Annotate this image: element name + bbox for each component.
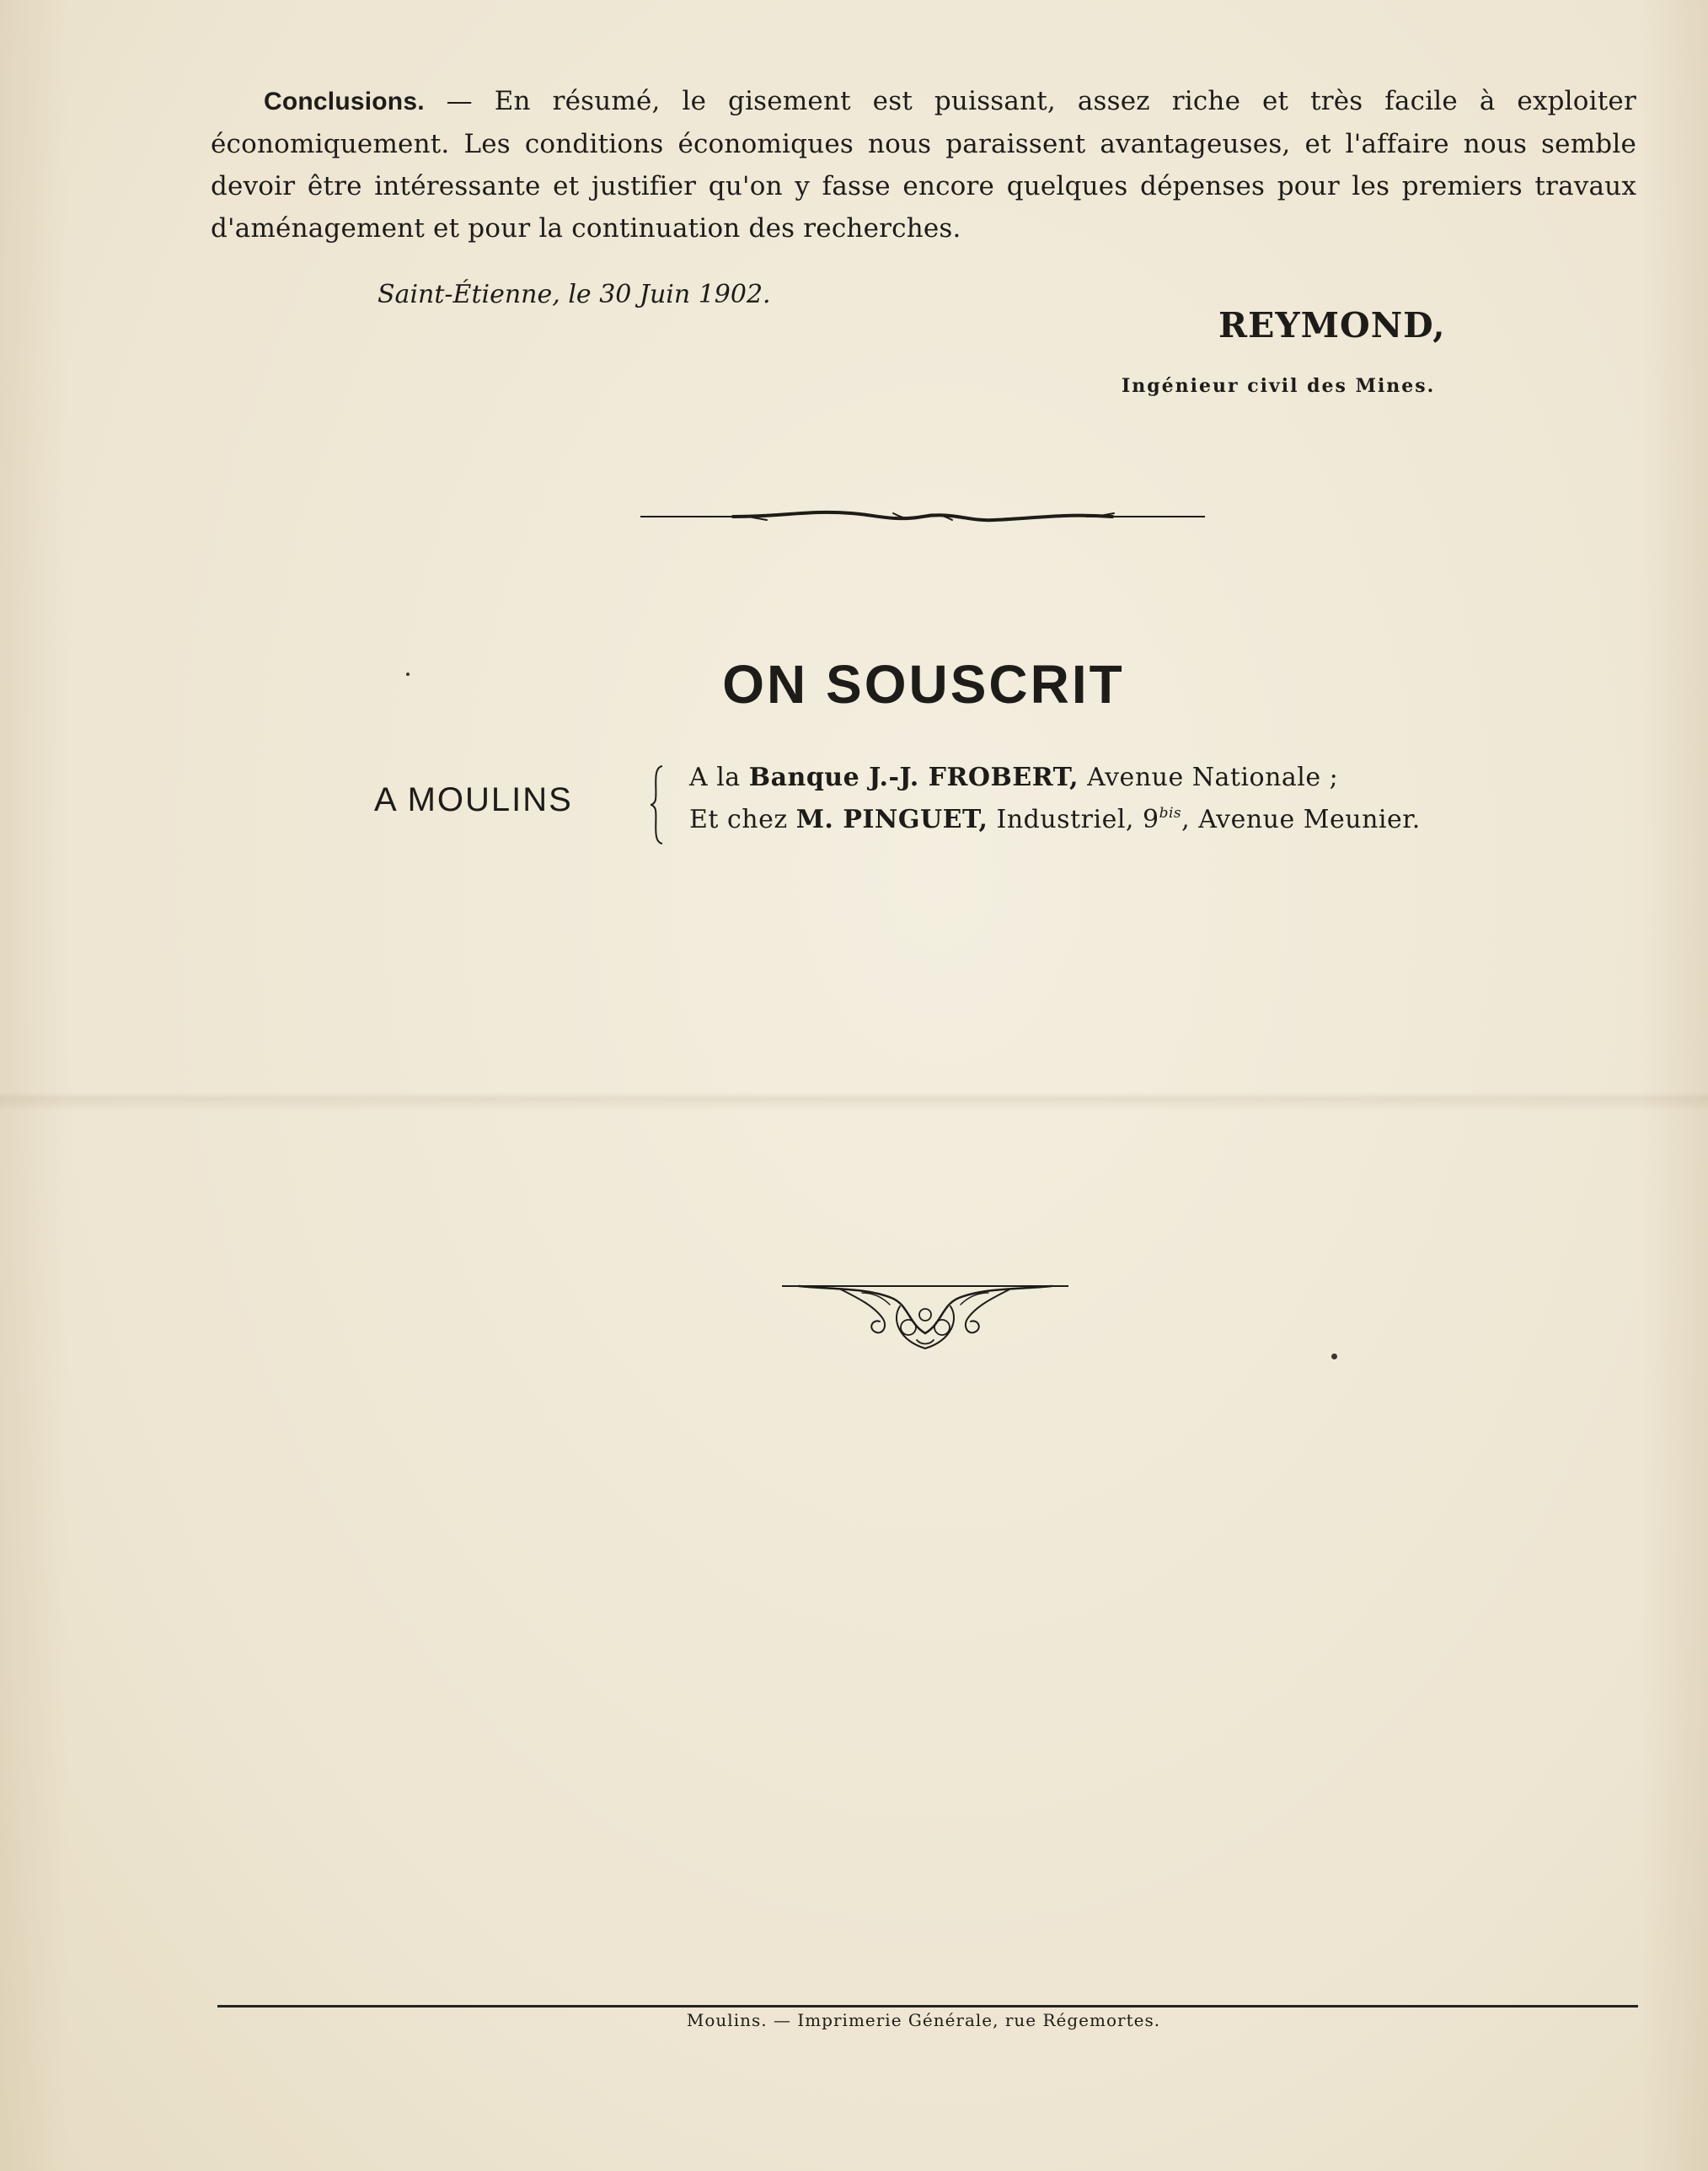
- ink-speck: [1331, 1354, 1337, 1359]
- printer-imprint: Moulins. — Imprimerie Générale, rue Régemortes.: [686, 2010, 1161, 2030]
- conclusion-paragraph: [211, 80, 1636, 249]
- bank-name: Banque J.-J. FROBERT,: [748, 763, 1079, 792]
- subscription-line-person: Et chez M. PINGUET, Industriel, $9^{bis}$, Avenue Meunier.: [689, 805, 1421, 834]
- conclusion-text: — En résumé, le gisement est puissant, assez riche et très facile à exploiter économiquement. Les conditions économiques nous paraissent avantageuses, et l'affaire nous semble devoir être intéressante et justifier qu'on y fasse encore quelques dépenses pour les premiers travaux d'aménagement et pour la continuation des recherches.: [211, 86, 1636, 244]
- conclusion-heading: Conclusions.: [264, 88, 425, 115]
- subscription-line-bank: A la Banque J.-J. FROBERT, Avenue Nationale ;: [689, 763, 1339, 792]
- subscription-heading: ON SOUSCRIT: [722, 654, 1125, 715]
- ornament-flourish: [782, 1281, 1068, 1357]
- bottom-rule: [217, 2005, 1638, 2008]
- brace-bracket: [647, 763, 667, 847]
- ink-speck: [406, 673, 410, 676]
- decorative-divider: [640, 501, 1205, 535]
- place-date: Saint-Étienne, le 30 Juin 1902.: [377, 280, 771, 309]
- subscription-city: A MOULINS: [374, 781, 573, 818]
- signer-title: Ingénieur civil des Mines.: [1122, 375, 1436, 397]
- person-name: M. PINGUET,: [795, 805, 988, 834]
- signer-name: REYMOND,: [1218, 305, 1446, 346]
